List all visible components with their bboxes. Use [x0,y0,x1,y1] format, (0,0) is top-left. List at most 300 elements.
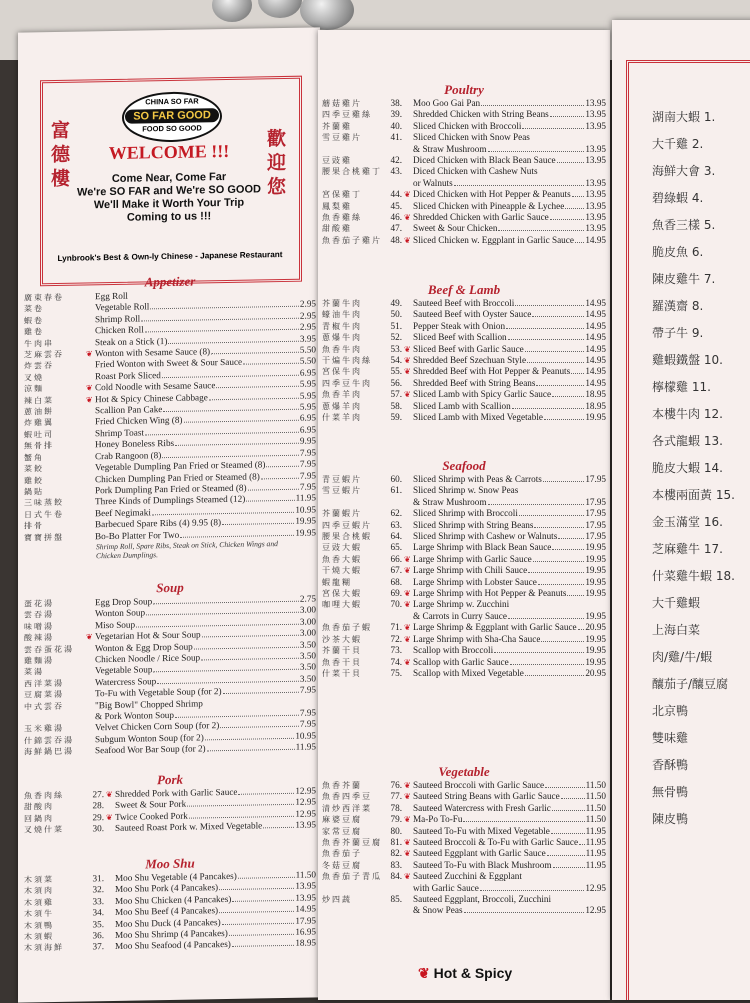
item-name: Sauteed Broccoli with Garlic Sauce [413,780,544,791]
pepper-icon: ❦ [86,383,95,395]
dot-leader [145,432,299,436]
item-price: 17.95 [585,497,606,508]
dot-leader [525,675,585,676]
item-chinese-name: 木須肉 [24,885,86,897]
item-chinese-name: 酸辣湯 [24,632,86,644]
item-price: 7.95 [300,481,316,493]
logo-bottom-text: FOOD SO GOOD [124,123,220,134]
dot-leader [209,397,299,400]
moo-shu-section [24,853,316,954]
item-chinese-name: 菜卷 [24,303,86,315]
menu-item [322,611,606,622]
item-chinese-name: 雪豆蝦片 [322,485,384,496]
item-name: Wonton Soup [95,608,145,620]
special-item: 陳皮鴨 [652,810,750,837]
item-price: 19.95 [585,657,606,668]
item-name: Sliced Chicken with Broccoli [413,121,521,132]
special-item: 雙味雞 [652,729,750,756]
section-title-poultry: Poultry [322,82,606,98]
item-number: 84. [384,871,402,882]
special-item: 什菜雞牛蝦 18. [652,567,750,594]
dot-leader [561,798,585,799]
item-price: 18.95 [295,938,316,950]
item-price: 12.95 [295,797,316,809]
special-item: 上海白菜 [652,621,750,648]
item-chinese-name: 木須菜 [24,873,86,885]
item-name: Sauteed To-Fu with Black Mushroom [413,860,552,871]
dot-leader [519,515,584,516]
item-name: Sauteed Beef with Oyster Sauce [413,309,531,320]
item-number: 38. [384,98,402,109]
item-chinese-name: 玉米雞湯 [24,723,86,735]
pepper-icon: ❦ [404,389,413,400]
dot-leader [552,549,584,550]
item-price: 3.50 [300,673,316,685]
item-price: 17.95 [585,474,606,485]
item-number: 83. [384,860,402,871]
dot-leader [146,612,299,616]
menu-third-page [612,20,750,1000]
item-chinese-name: 沙茶大蝦 [322,634,384,645]
item-number: 42. [384,155,402,166]
item-name: Steak on a Stick (1) [95,336,167,349]
special-item: 湖南大蝦 1. [652,108,750,135]
item-name: Moo Shu Beef (4 Pancakes) [115,905,218,918]
chinese-char: 富 [51,119,75,143]
item-chinese-name: 蝦龍糊 [322,577,384,588]
special-item: 檸檬雞 11. [652,378,750,405]
item-price: 17.95 [295,915,316,927]
item-chinese-name: 魚香茄子青瓜 [322,871,384,882]
section-title-vegetable: Vegetable [322,764,606,780]
dot-leader [553,867,585,868]
item-name: Sliced Shrimp with Cashew or Walnuts [413,531,557,542]
menu-item [322,178,606,189]
dot-leader [538,584,584,585]
dot-leader [508,618,584,619]
dot-leader [454,185,585,186]
item-chinese-name: 蔥爆羊肉 [322,401,384,412]
item-name: Hot & Spicy Chinese Cabbage [95,392,208,405]
poultry-section [322,82,606,246]
item-number: 43. [384,166,402,177]
special-item: 海鮮大會 3. [652,162,750,189]
item-number: 62. [384,508,402,519]
item-price: 7.95 [300,447,316,459]
menu-item [322,814,606,825]
pepper-icon: ❦ [404,837,413,848]
item-chinese-name: 四季豆蝦片 [322,520,384,531]
item-chinese-name: 豆豉大蝦 [322,542,384,553]
welcome-heading: WELCOME !!! [78,140,260,164]
item-number: 35. [86,919,104,931]
menu-item [322,657,606,668]
item-price: 19.95 [585,412,606,423]
item-name: Fried Wonton with Sweet & Sour Sauce [95,357,242,371]
item-chinese-name: 炸雞翼 [24,417,86,429]
item-number: 61. [384,485,402,496]
dot-leader [578,629,585,630]
dot-leader [506,328,584,329]
item-price: 13.95 [585,201,606,212]
chinese-char: 您 [267,175,291,199]
item-number: 65. [384,542,402,553]
item-chinese-name: 雞卷 [24,326,86,338]
item-chinese-name: 寶寶拼盤 [24,531,86,543]
item-name: Sliced Shrimp with Peas & Carrots [413,474,542,485]
dot-leader [136,624,299,628]
item-price: 19.95 [295,527,316,539]
menu-item [322,780,606,791]
item-chinese-name [24,720,86,721]
menu-item [322,309,606,320]
item-number: 39. [384,109,402,120]
dot-leader [551,833,585,834]
dot-leader [216,386,298,388]
dot-leader [552,396,584,397]
item-name: Moo Shu Pork (4 Pancakes) [115,883,218,896]
item-number: 29. [86,812,104,824]
dot-leader [211,352,299,355]
menu-item [322,826,606,837]
item-name: Moo Shu Duck (4 Pancakes) [115,917,221,930]
menu-right-page [318,30,610,1000]
item-number: 57. [384,389,402,400]
item-price: 18.95 [585,401,606,412]
item-name: Large Shrimp with Black Bean Sauce [413,542,551,553]
item-chinese-name: 叉燒什菜 [24,824,86,836]
tagline-line: We'll Make it Worth Your Trip [72,196,266,212]
pepper-icon: ❦ [404,189,413,200]
dot-leader [187,804,294,807]
item-name: Seafood Wor Bar Soup (for 2) [95,744,206,757]
item-price: 11.95 [296,742,316,754]
item-price: 5.95 [300,401,316,413]
dot-leader [145,329,299,333]
item-chinese-name: 蘑菇雞片 [322,98,384,109]
item-name: Honey Boneless Ribs [95,438,174,451]
item-price: 12.95 [295,808,316,820]
item-name: Barbecued Spare Ribs (4) 9.95 (8) [95,517,221,531]
item-name: Chicken Roll [95,325,144,337]
seafood-section [322,458,606,679]
dot-leader [175,443,299,446]
dot-leader [232,945,294,947]
item-chinese-name: 腰果合桃雞丁 [322,166,384,177]
menu-item [322,542,606,553]
item-price: 3.00 [300,605,316,617]
item-name: Subgum Wonton Soup (for 2) [95,732,204,745]
item-number: 68. [384,577,402,588]
dot-leader [189,816,294,819]
dot-leader [163,409,299,412]
item-price: 12.95 [585,905,606,916]
dot-leader [528,572,584,573]
item-name: Sliced Shrimp with String Beans [413,520,533,531]
dot-leader [205,738,294,741]
item-name: Wonton & Egg Drop Soup [95,641,193,654]
item-name: Three Kinds of Dumplings Steamed (12) [95,494,245,508]
item-name: Sliced Shrimp with Broccoli [413,508,518,519]
chinese-char: 歡 [267,127,291,151]
item-number: 50. [384,309,402,320]
restaurant-subtitle: Lynbrook's Best & Own-ly Chinese - Japanese Restaurant [52,250,288,263]
item-price: 7.95 [300,685,316,697]
item-price: 20.95 [585,622,606,633]
logo-main-text: SO FAR GOOD [125,108,219,124]
item-price: 3.50 [300,662,316,674]
item-price: 14.95 [295,904,316,916]
item-price: 14.95 [585,332,606,343]
item-name: Shredded Beef Szechuan Style [413,355,526,366]
menu-item [322,577,606,588]
item-name: Sliced Beef with Scallion [413,332,507,343]
item-name: Large Shrimp with Lobster Sauce [413,577,537,588]
item-price: 3.50 [300,639,316,651]
item-name: Pork Dumpling Pan Fried or Steamed (8) [95,483,247,497]
item-price: 20.95 [585,668,606,679]
dot-leader [157,681,299,684]
item-chinese-name: 木須海鮮 [24,942,86,954]
item-name: with Garlic Sauce [413,883,479,894]
dot-leader [534,527,584,528]
menu-item [322,871,606,882]
item-price: 10.95 [295,504,316,516]
item-name: Cold Noodle with Sesame Sauce [95,380,215,394]
item-name: Vegetarian Hot & Sour Soup [95,630,201,643]
item-price: 5.50 [300,344,316,356]
pork-list [24,785,316,836]
section-title-beef-lamb: Beef & Lamb [322,282,606,298]
item-name: Chicken Noodle / Rice Soup [95,652,200,665]
item-chinese-name: 魚香干貝 [322,657,384,668]
item-number: 70. [384,599,402,610]
item-chinese-name: 豆腐菜湯 [24,689,86,701]
item-chinese-name: 回鍋肉 [24,812,86,824]
dot-leader [153,601,299,605]
item-price: 7.95 [300,470,316,482]
item-name: Large Shrimp with Hot Pepper & Peanuts [413,588,566,599]
item-chinese-name: 雪豆雞片 [322,132,384,143]
item-chinese-name: 木須牛 [24,908,86,920]
section-title-moo-shu: Moo Shu [24,853,316,874]
item-number: 37. [86,942,104,954]
item-price: 10.95 [295,730,316,742]
item-number: 41. [384,132,402,143]
item-price: 5.95 [300,390,316,402]
item-price: 13.95 [585,98,606,109]
seafood-list [322,474,606,679]
bobo-platter-note: Shrimp Roll, Spare Ribs, Steak on Stick, Chicken Wings and Chicken Dumplings. [24,539,286,562]
dot-leader [522,128,584,129]
item-name: Moo Shu Vegetable (4 Pancakes) [115,871,237,885]
special-item: 碧綠蝦 4. [652,189,750,216]
menu-item [322,634,606,645]
dot-leader [572,196,585,197]
item-chinese-name: 雞餃 [24,474,86,486]
item-name: Moo Shu Seafood (4 Pancakes) [115,939,231,952]
item-number: 45. [384,201,402,212]
item-name: Egg Roll [95,291,128,303]
item-number: 81. [384,837,402,848]
dot-leader [567,595,584,596]
item-chinese-name: 蠔油牛肉 [322,309,384,320]
special-item: 帶子牛 9. [652,324,750,351]
item-price: 2.95 [300,322,316,334]
dot-leader [545,787,585,788]
special-item: 魚香三樣 5. [652,216,750,243]
item-number: 48. [384,235,402,246]
item-name: Vegetable Roll [95,302,149,314]
dot-leader [246,500,294,502]
item-number: 27. [86,789,104,801]
item-name: Diced Chicken with Hot Pepper & Peanuts [413,189,571,200]
dot-leader [557,162,585,163]
item-chinese-name: 叉燒 [24,371,86,383]
special-item: 各式龍蝦 13. [652,432,750,459]
item-chinese-name: 什菜羊肉 [322,412,384,423]
item-number: 64. [384,531,402,542]
item-chinese-name: 日式牛卷 [24,508,86,520]
item-number: 59. [384,412,402,423]
item-chinese-name: 雞麵湯 [24,654,86,666]
chinese-char: 迎 [267,151,291,175]
item-name: Moo Shu Shrimp (4 Pancakes) [115,928,228,941]
item-price: 7.95 [300,459,316,471]
menu-item [322,121,606,132]
item-name: Large Shrimp with Chili Sauce [413,565,527,576]
item-chinese-name: 什錦雲吞湯 [24,734,86,746]
item-price: 19.95 [295,516,316,528]
item-price: 13.95 [585,155,606,166]
item-name: Egg Drop Soup [95,596,152,608]
dot-leader [510,664,585,665]
item-name: Watercress Soup [95,676,156,688]
item-price: 11.95 [586,837,606,848]
pepper-icon: ❦ [404,622,413,633]
item-number: 79. [384,814,402,825]
item-number: 32. [86,885,104,897]
item-name: Sliced Lamb with Mixed Vegetable [413,412,543,423]
beef-lamb-list [322,298,606,423]
menu-item [322,378,606,389]
menu-item [322,298,606,309]
item-price: 11.50 [586,814,606,825]
dot-leader [527,362,584,363]
item-chinese-name: 雲吞蛋花湯 [24,643,86,655]
menu-item [322,668,606,679]
item-name: Sliced Shrimp w. Snow Peas [413,485,518,496]
menu-item [322,389,606,400]
dot-leader [266,466,298,468]
menu-left-page [18,27,320,1002]
item-number: 40. [384,121,402,132]
pepper-icon: ❦ [404,791,413,802]
dot-leader [194,646,299,649]
item-name: & Snow Peas [413,905,463,916]
item-price: 7.95 [300,719,316,731]
special-item: 脆皮大蝦 14. [652,459,750,486]
item-name: Scallop with Garlic Sauce [413,657,509,668]
dot-leader [222,922,295,924]
dot-leader [150,306,299,310]
item-price: 17.95 [585,508,606,519]
item-name: "Big Bowl" Chopped Shrimp [95,698,203,711]
item-price: 17.95 [585,520,606,531]
item-number: 82. [384,848,402,859]
special-item: 陳皮雞牛 7. [652,270,750,297]
item-price: 11.95 [586,860,606,871]
item-chinese-name: 蔥油餅 [24,406,86,418]
item-price: 14.95 [585,378,606,389]
item-price: 6.95 [300,413,316,425]
item-price: 11.95 [586,826,606,837]
item-name: Wonton with Sesame Sauce (8) [95,346,210,359]
chinese-char: 樓 [51,167,75,191]
item-chinese-name: 辣白菜 [24,394,86,406]
item-number: 75. [384,668,402,679]
item-price: 19.95 [585,577,606,588]
section-title-appetizer: Appetizer [24,271,316,292]
item-chinese-name: 甜酸雞 [322,223,384,234]
item-chinese-name: 炒四蔬 [322,894,384,905]
item-chinese-name: 冬菇豆腐 [322,860,384,871]
special-item: 雞蝦鐵盤 10. [652,351,750,378]
menu-item [322,98,606,109]
item-number: 63. [384,520,402,531]
dot-leader [463,821,584,822]
pepper-icon: ❦ [404,355,413,366]
dot-leader [261,477,299,479]
appetizer-section [24,271,316,561]
item-number: 52. [384,332,402,343]
item-name: Velvet Chicken Corn Soup (for 2) [95,721,219,735]
item-name: & Straw Mushroom [413,144,487,155]
item-chinese-name: 鳳梨雞 [322,201,384,212]
item-chinese-name: 芥蘭蝦片 [322,508,384,519]
item-name: Sauteed Eggplant, Broccoli, Zucchini [413,894,551,905]
pepper-icon: ❦ [86,348,95,360]
item-number: 71. [384,622,402,633]
dot-leader [550,219,585,220]
item-name: Moo Shu Chicken (4 Pancakes) [115,894,231,907]
item-number: 34. [86,907,104,919]
pepper-icon: ❦ [404,634,413,645]
menu-item [322,189,606,200]
menu-item [322,622,606,633]
menu-item [322,485,606,496]
special-item: 釀茄子/釀豆腐 [652,675,750,702]
item-name: Sliced Lamb with Spicy Garlic Sauce [413,389,551,400]
item-name: Pepper Steak with Onion [413,321,505,332]
special-item: 北京鴨 [652,702,750,729]
vegetable-section [322,764,606,917]
legend-label: Hot & Spicy [434,965,513,981]
item-name: & Carrots in Curry Sauce [413,611,507,622]
item-number: 31. [86,873,104,885]
menu-item [322,645,606,656]
section-title-soup: Soup [24,577,316,598]
item-price: 13.95 [295,820,316,832]
dot-leader [263,827,294,829]
item-price: 13.95 [295,892,316,904]
special-item: 羅漢齋 8. [652,297,750,324]
chinese-char: 德 [51,143,75,167]
dot-leader [543,481,584,482]
item-number: 77. [384,791,402,802]
dot-leader [243,363,299,365]
pepper-icon: ❦ [404,565,413,576]
